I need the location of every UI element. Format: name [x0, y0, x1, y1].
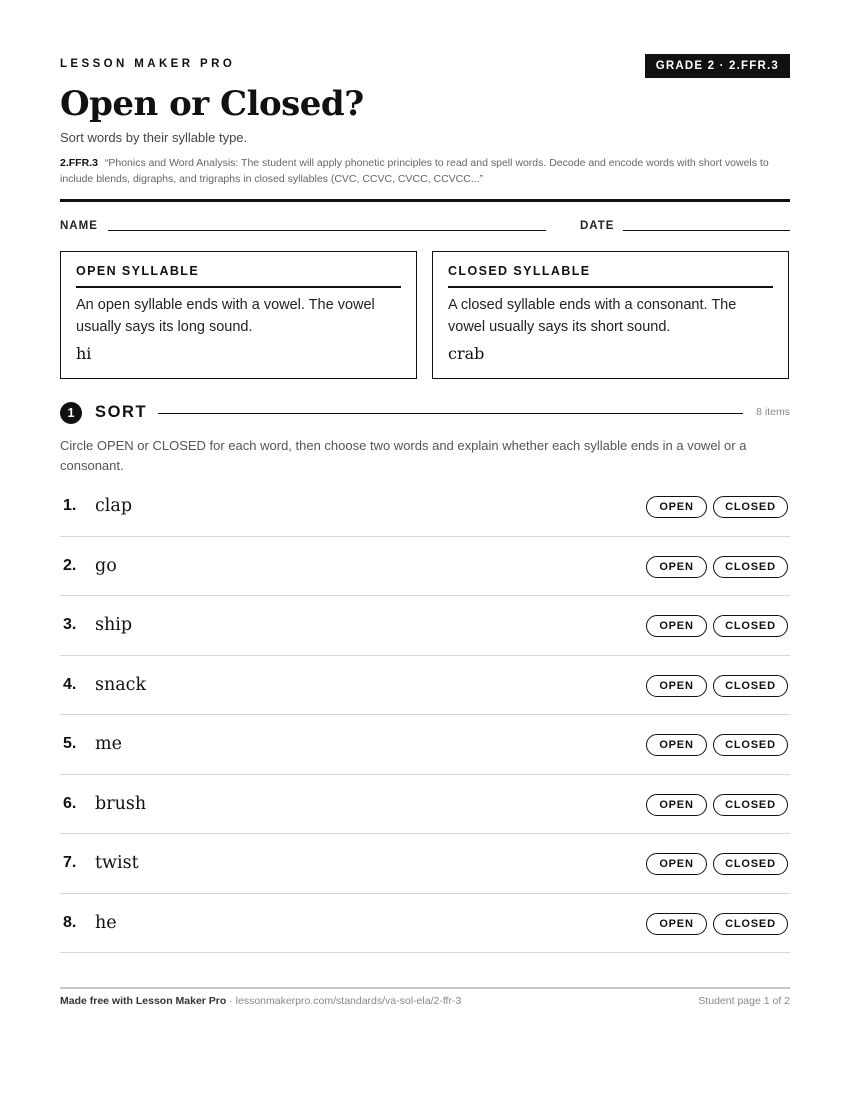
item-word: clap — [95, 496, 133, 516]
open-option-button[interactable]: OPEN — [646, 556, 707, 578]
standard-description — [60, 155, 790, 187]
closed-option-button[interactable]: CLOSED — [713, 734, 788, 756]
item-word: go — [95, 555, 117, 576]
open-syllable-example: hi — [76, 344, 92, 363]
item-number: 1. — [63, 497, 77, 514]
footer-made-with: Made free with Lesson Maker Pro — [60, 995, 227, 1007]
closed-option-button[interactable]: CLOSED — [713, 913, 788, 935]
open-option-button[interactable]: OPEN — [646, 496, 707, 518]
standard-text: “Phonics and Word Analysis: The student will apply phonetic principles to read and spell words. Decode and encode words with short vowels to include blends, digraphs, and trigraphs in closed syllables (CVC, CCVC, CVCC, CCVCC...” — [60, 157, 769, 185]
closed-syllable-title: CLOSED SYLLABLE — [448, 264, 773, 288]
list-item — [60, 775, 790, 835]
closed-syllable-card — [432, 251, 789, 379]
item-word: ship — [95, 615, 133, 635]
item-number: 8. — [63, 913, 77, 931]
open-syllable-description: An open syllable ends with a vowel. The vowel usually says its long sound. — [76, 297, 375, 335]
grade-badge: GRADE 2 · 2.FFR.3 — [645, 54, 790, 78]
closed-option-button[interactable]: CLOSED — [713, 853, 788, 875]
item-number: 7. — [63, 854, 77, 871]
list-item — [60, 537, 790, 597]
page-title: Open or Closed? — [60, 84, 364, 124]
sort-instructions: Circle OPEN or CLOSED for each word, then choose two words and explain whether each syllable ends in a vowel or a consonant. — [60, 438, 747, 473]
standard-code: 2.FFR.3 — [60, 157, 98, 169]
list-item — [60, 894, 790, 954]
item-number: 2. — [63, 556, 77, 574]
open-option-button[interactable]: OPEN — [646, 615, 707, 637]
list-item — [60, 834, 790, 894]
sort-items-list — [60, 477, 790, 953]
list-item — [60, 656, 790, 716]
open-option-button[interactable]: OPEN — [646, 913, 707, 935]
closed-option-button[interactable]: CLOSED — [713, 794, 788, 816]
footer-url[interactable]: lessonmakerpro.com/standards/va-sol-ela/2-ffr-3 — [235, 995, 462, 1007]
open-syllable-title: OPEN SYLLABLE — [76, 264, 401, 288]
open-syllable-card — [60, 251, 417, 379]
item-number: 5. — [63, 735, 77, 752]
section-header — [60, 402, 790, 426]
closed-syllable-example: crab — [448, 344, 485, 363]
closed-option-button[interactable]: CLOSED — [713, 675, 788, 697]
closed-option-button[interactable]: CLOSED — [713, 556, 788, 578]
date-label: DATE — [580, 220, 615, 232]
name-label: NAME — [60, 220, 98, 232]
header-divider — [60, 199, 790, 202]
item-word: twist — [95, 853, 139, 873]
item-word: me — [95, 734, 122, 754]
item-number: 4. — [63, 675, 77, 693]
list-item — [60, 715, 790, 775]
closed-syllable-description: A closed syllable ends with a consonant. The vowel usually says its short sound. — [448, 297, 737, 335]
worksheet-page — [60, 0, 790, 1100]
name-field[interactable] — [108, 230, 546, 231]
footer-separator: · — [226, 995, 236, 1007]
open-option-button[interactable]: OPEN — [646, 734, 707, 756]
date-field[interactable] — [623, 230, 790, 231]
section-title: SORT — [95, 403, 148, 421]
section-number-badge: 1 — [60, 402, 82, 424]
open-option-button[interactable]: OPEN — [646, 675, 707, 697]
open-option-button[interactable]: OPEN — [646, 853, 707, 875]
list-item — [60, 477, 790, 537]
page-subtitle: Sort words by their syllable type. — [60, 130, 248, 145]
page-indicator: Student page 1 of 2 — [698, 995, 790, 1007]
item-number: 6. — [63, 794, 77, 812]
item-word: snack — [95, 674, 147, 695]
list-item — [60, 596, 790, 656]
footer-credit — [60, 995, 461, 1007]
footer-divider — [60, 987, 790, 989]
closed-option-button[interactable]: CLOSED — [713, 496, 788, 518]
item-count: 8 items — [756, 406, 790, 418]
item-word: brush — [95, 793, 147, 814]
item-word: he — [95, 912, 117, 933]
item-number: 3. — [63, 616, 77, 633]
open-option-button[interactable]: OPEN — [646, 794, 707, 816]
section-divider — [158, 413, 743, 414]
closed-option-button[interactable]: CLOSED — [713, 615, 788, 637]
brand-name: LESSON MAKER PRO — [60, 58, 236, 70]
